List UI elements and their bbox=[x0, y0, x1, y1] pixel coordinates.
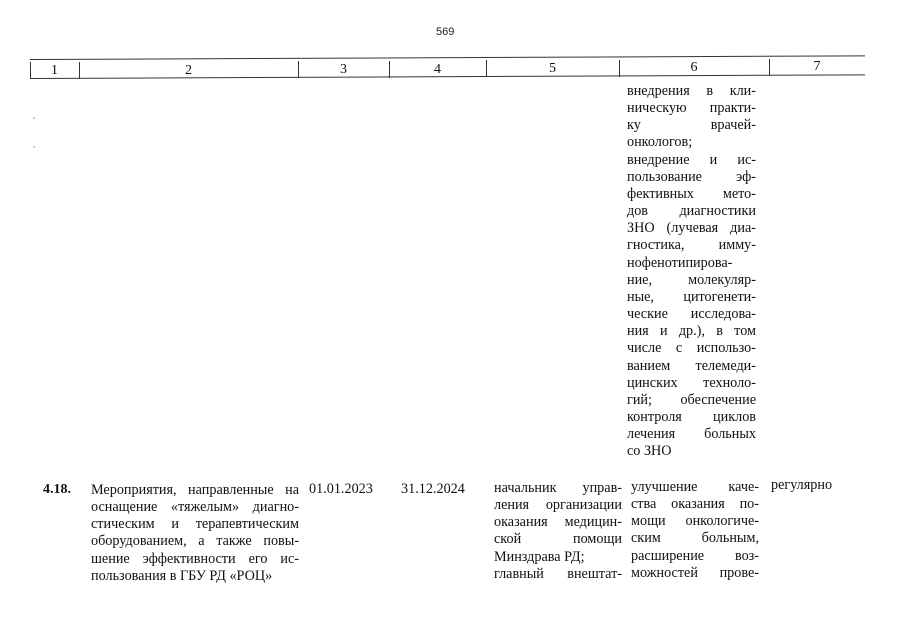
cell-line: стическим и терапевтическим bbox=[91, 516, 299, 533]
cell-line: главный внештат- bbox=[494, 565, 622, 582]
column-header-4: 4 bbox=[434, 62, 441, 77]
table-header bbox=[30, 53, 865, 79]
cell-line: ским больным, bbox=[631, 530, 759, 547]
row-number: 4.18. bbox=[43, 482, 71, 497]
cell-line: ЗНО (лучевая диа- bbox=[627, 220, 756, 237]
cell-line: улучшение каче- bbox=[631, 479, 759, 495]
page-number: 569 bbox=[436, 26, 455, 38]
cell-line: ные, цитогенети- bbox=[627, 288, 756, 305]
column-header-2: 2 bbox=[185, 63, 192, 78]
cell-line: ческие исследова- bbox=[627, 306, 756, 323]
cell-line: оборудованием, а также повы- bbox=[91, 533, 299, 550]
end-date: 31.12.2024 bbox=[401, 481, 465, 497]
cell-line: числе с использо- bbox=[627, 340, 756, 357]
cell-line: со ЗНО bbox=[627, 443, 672, 460]
cell-line: цинских техноло- bbox=[627, 374, 756, 391]
cell-line: ления организации bbox=[494, 497, 622, 514]
cell-line: внедрение и ис- bbox=[627, 151, 756, 168]
scan-speck bbox=[33, 117, 35, 119]
cell-line: пользования в ГБУ РД «РОЦ» bbox=[91, 567, 273, 584]
result-cell bbox=[631, 479, 759, 582]
cell-line: ства оказания по- bbox=[631, 496, 759, 513]
cell-line: начальник управ- bbox=[494, 480, 622, 496]
cell-line: ку врачей- bbox=[627, 117, 756, 134]
cell-line: ническую практи- bbox=[627, 100, 756, 117]
cell-line: ской помощи bbox=[494, 531, 622, 548]
scan-speck bbox=[33, 146, 35, 148]
cell-line: ванием телемеди- bbox=[627, 357, 756, 374]
cell-line: Мероприятия, направленные на bbox=[91, 482, 299, 498]
cell-line: оказания медицин- bbox=[494, 514, 622, 531]
frequency-cell: регулярно bbox=[771, 477, 833, 493]
column-header-6: 6 bbox=[690, 60, 698, 75]
cell-line: можностей прове- bbox=[631, 564, 759, 581]
cell-line: шение эффективности его ис- bbox=[91, 550, 299, 567]
cell-line: гий; обеспечение bbox=[627, 391, 756, 408]
cell-line: Минздрава РД; bbox=[494, 548, 585, 565]
cell-line: гностика, имму- bbox=[627, 237, 756, 254]
responsible-cell bbox=[494, 480, 622, 583]
cell-line: пользование эф- bbox=[627, 168, 756, 185]
column-header-5: 5 bbox=[549, 61, 556, 76]
cell-line: расширение воз- bbox=[631, 547, 759, 564]
cell-line: фективных мето- bbox=[627, 185, 756, 202]
cell-line: нофенотипирова- bbox=[627, 254, 733, 271]
cell-line: мощи онкологиче- bbox=[631, 513, 759, 530]
cell-line: лечения больных bbox=[627, 426, 756, 443]
cell-line: оснащение «тяжелым» диагно- bbox=[91, 499, 299, 516]
cell-line: ние, молекуляр- bbox=[627, 271, 756, 288]
continued-cell-column-6 bbox=[627, 83, 756, 460]
start-date: 01.01.2023 bbox=[309, 481, 373, 497]
column-header-7: 7 bbox=[813, 59, 821, 74]
cell-line: онкологов; bbox=[627, 134, 693, 151]
column-header-3: 3 bbox=[340, 62, 347, 77]
cell-line: ния и др.), в том bbox=[627, 323, 756, 340]
column-header-1: 1 bbox=[51, 63, 58, 78]
cell-line: внедрения в кли- bbox=[627, 83, 756, 99]
cell-line: дов диагностики bbox=[627, 203, 756, 220]
cell-line: контроля циклов bbox=[627, 408, 756, 425]
measure-cell bbox=[91, 482, 299, 585]
